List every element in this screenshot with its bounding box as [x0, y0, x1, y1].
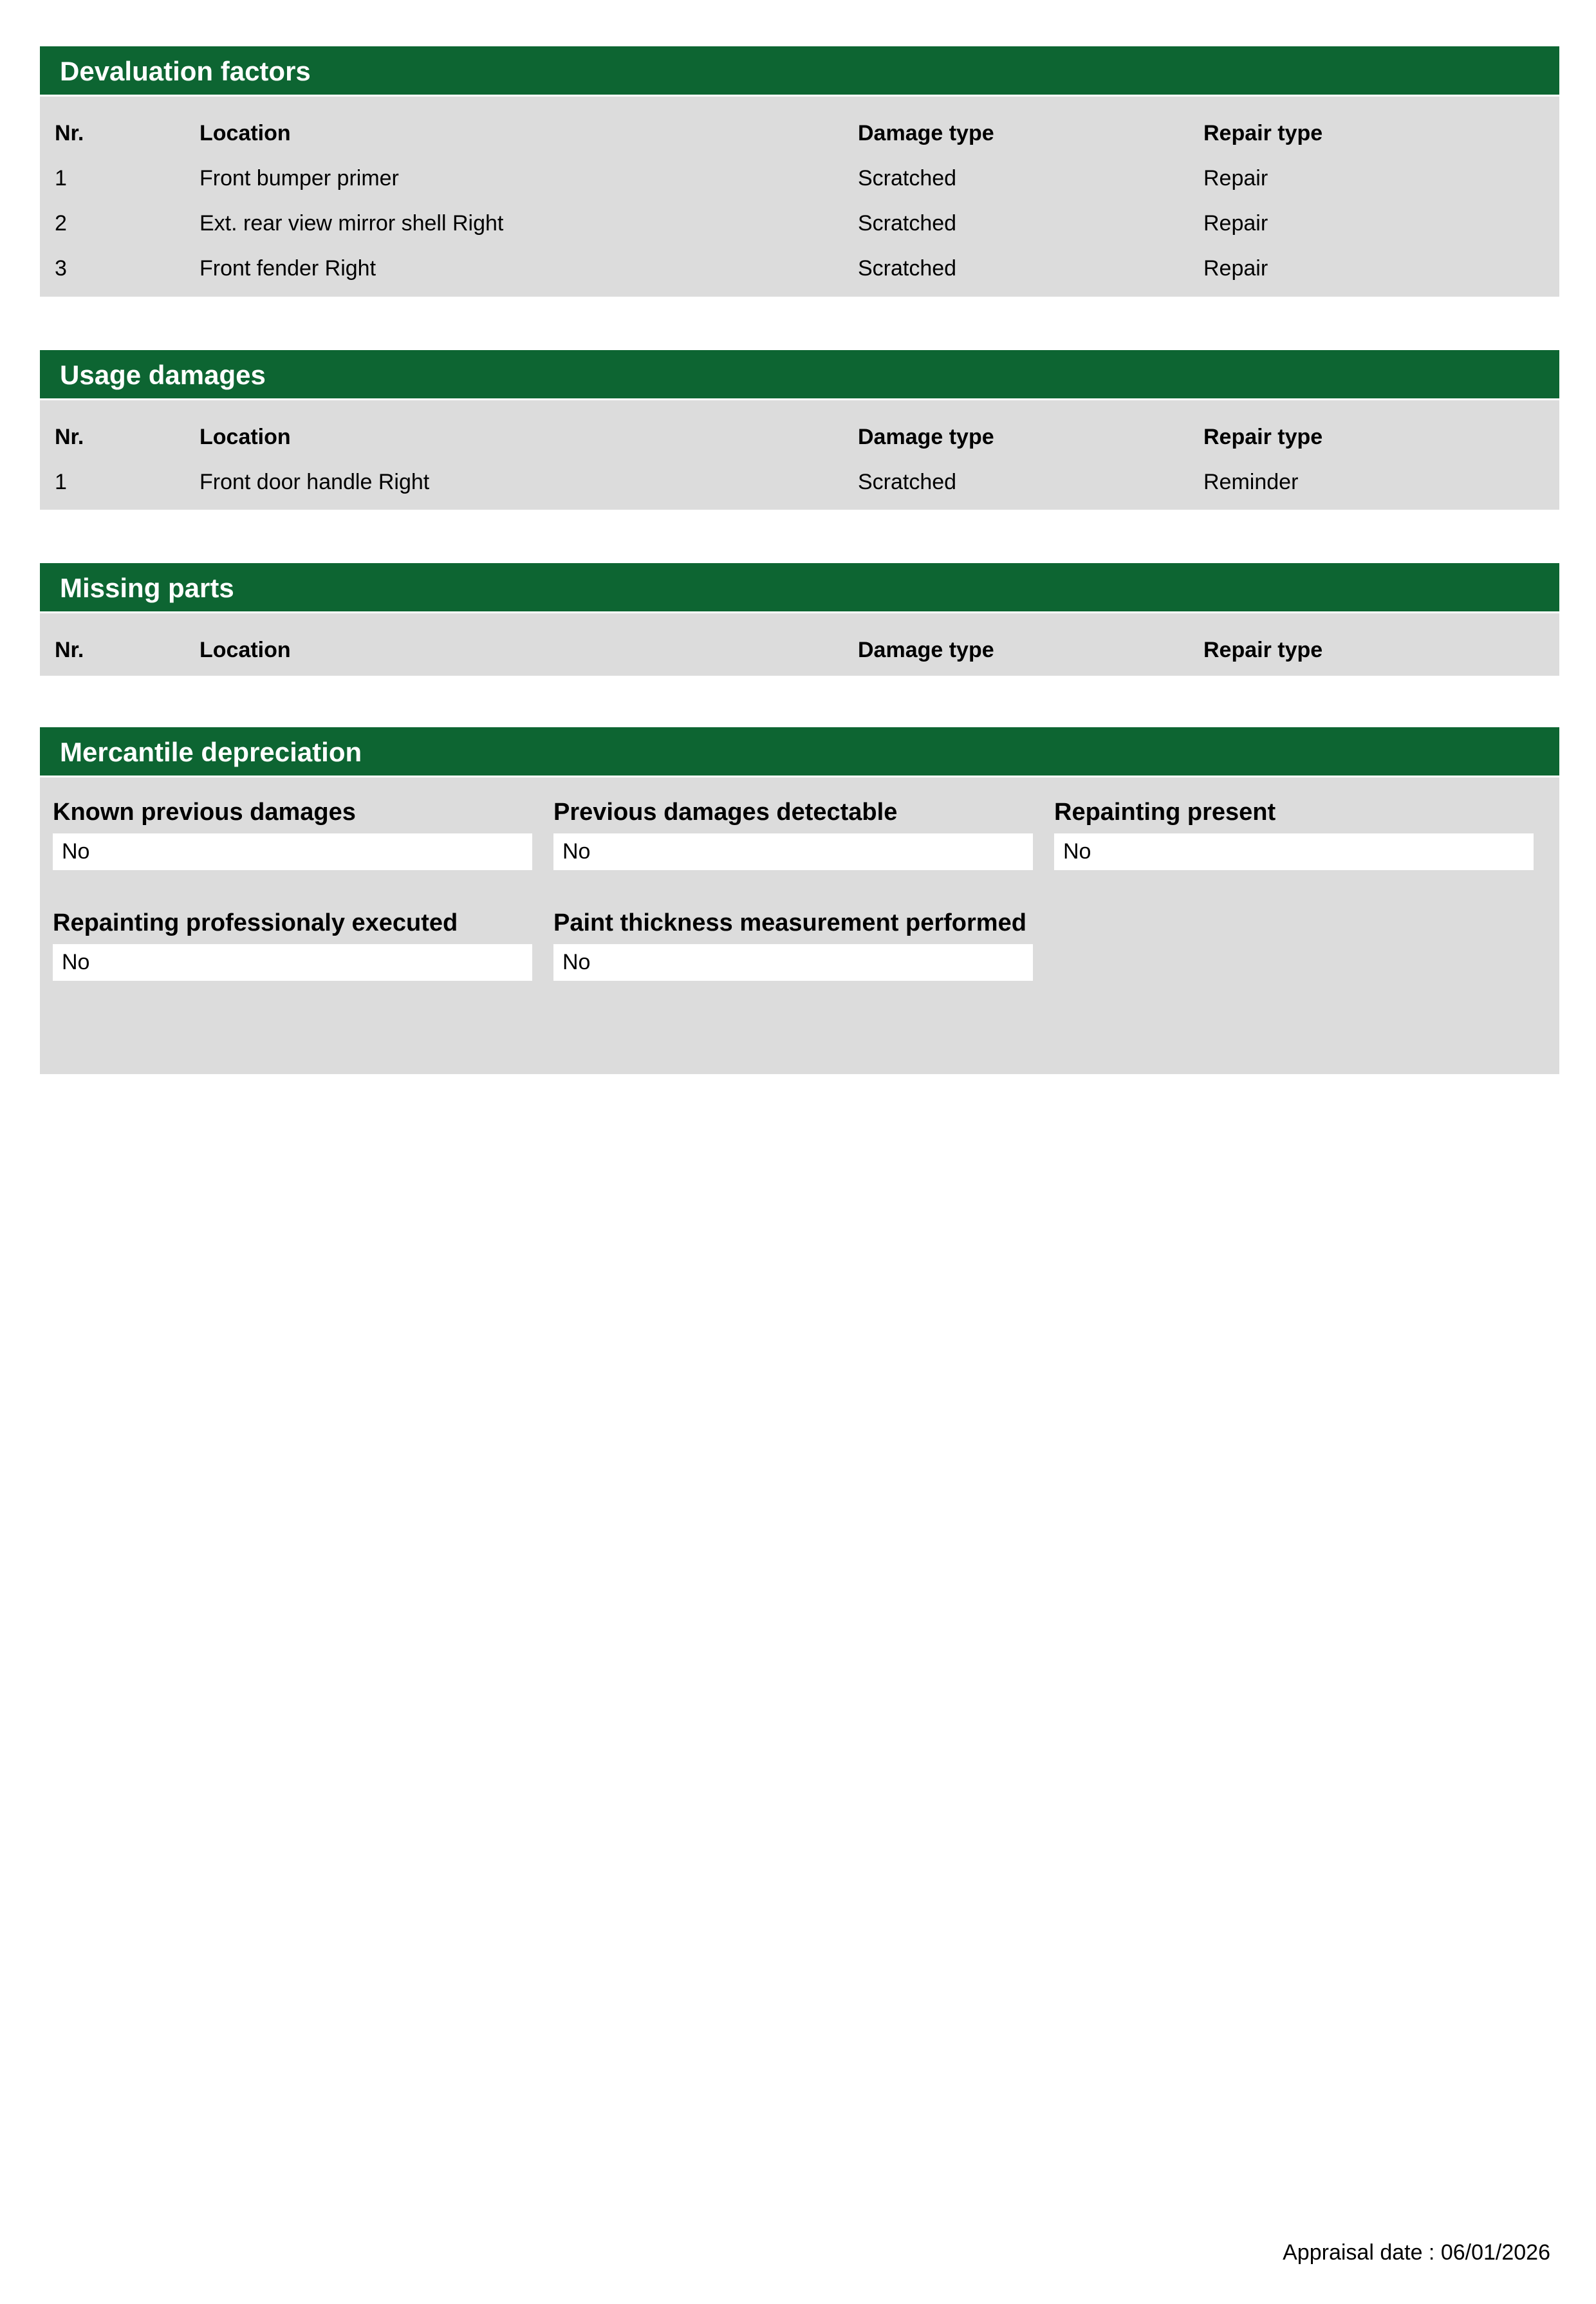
column-header-repair-type: Repair type [1203, 425, 1323, 449]
field-label: Paint thickness measurement performed [553, 909, 1026, 936]
column-header-nr: Nr. [55, 638, 84, 662]
field-paint-thickness-measurement-performed [553, 910, 1033, 981]
section-title-devaluation-factors: Devaluation factors [40, 46, 1559, 97]
field-label: Repainting present [1054, 799, 1276, 826]
column-header-location: Location [200, 425, 291, 449]
field-value-box[interactable]: No [53, 833, 532, 870]
cell-location: Front door handle Right [200, 470, 430, 494]
cell-nr: 2 [55, 211, 67, 236]
cell-nr: 1 [55, 470, 67, 494]
cell-damage-type: Scratched [858, 211, 957, 236]
field-label: Known previous damages [53, 799, 356, 826]
cell-location: Front fender Right [200, 256, 376, 281]
column-header-damage-type: Damage type [858, 425, 994, 449]
cell-repair-type: Repair [1203, 166, 1268, 190]
table-row [40, 246, 1559, 291]
column-header-nr: Nr. [55, 425, 84, 449]
field-known-previous-damages [53, 799, 532, 870]
cell-repair-type: Repair [1203, 256, 1268, 281]
column-header-repair-type: Repair type [1203, 638, 1323, 662]
column-header-damage-type: Damage type [858, 121, 994, 145]
column-header-damage-type: Damage type [858, 638, 994, 662]
cell-repair-type: Repair [1203, 211, 1268, 236]
section-title-usage-damages: Usage damages [40, 350, 1559, 400]
cell-damage-type: Scratched [858, 256, 957, 281]
table-header-row [40, 414, 1559, 460]
cell-location: Front bumper primer [200, 166, 399, 190]
cell-location: Ext. rear view mirror shell Right [200, 211, 504, 236]
table-row [40, 201, 1559, 246]
usage-table [40, 400, 1559, 510]
field-previous-damages-detectable [553, 799, 1033, 870]
cell-damage-type: Scratched [858, 470, 957, 494]
field-value-box[interactable]: No [1054, 833, 1534, 870]
field-value-box[interactable]: No [553, 944, 1033, 981]
field-label: Repainting professionaly executed [53, 909, 458, 936]
column-header-location: Location [200, 638, 291, 662]
table-header-row [40, 111, 1559, 156]
field-repainting-professionaly-executed [53, 910, 532, 981]
column-header-nr: Nr. [55, 121, 84, 145]
appraisal-report-page [0, 46, 1596, 2304]
cell-nr: 3 [55, 256, 67, 281]
appraisal-date: Appraisal date : 06/01/2026 [1283, 2240, 1550, 2265]
mercantile-fields-area [40, 777, 1559, 1074]
field-repainting-present [1054, 799, 1534, 870]
field-value-box[interactable]: No [53, 944, 532, 981]
table-header-row [40, 627, 1559, 673]
cell-repair-type: Reminder [1203, 470, 1299, 494]
table-row [40, 460, 1559, 505]
section-title-missing-parts: Missing parts [40, 563, 1559, 613]
section-devaluation-factors [40, 46, 1559, 297]
cell-nr: 1 [55, 166, 67, 190]
section-title-mercantile-depreciation: Mercantile depreciation [40, 727, 1559, 777]
section-usage-damages [40, 350, 1559, 510]
mercantile-fields-grid [40, 777, 1559, 981]
cell-damage-type: Scratched [858, 166, 957, 190]
devaluation-table [40, 97, 1559, 297]
field-value-box[interactable]: No [553, 833, 1033, 870]
column-header-location: Location [200, 121, 291, 145]
column-header-repair-type: Repair type [1203, 121, 1323, 145]
missing-parts-table [40, 613, 1559, 676]
table-row [40, 156, 1559, 201]
section-mercantile-depreciation [40, 727, 1559, 1074]
field-label: Previous damages detectable [553, 799, 898, 826]
section-missing-parts [40, 563, 1559, 676]
